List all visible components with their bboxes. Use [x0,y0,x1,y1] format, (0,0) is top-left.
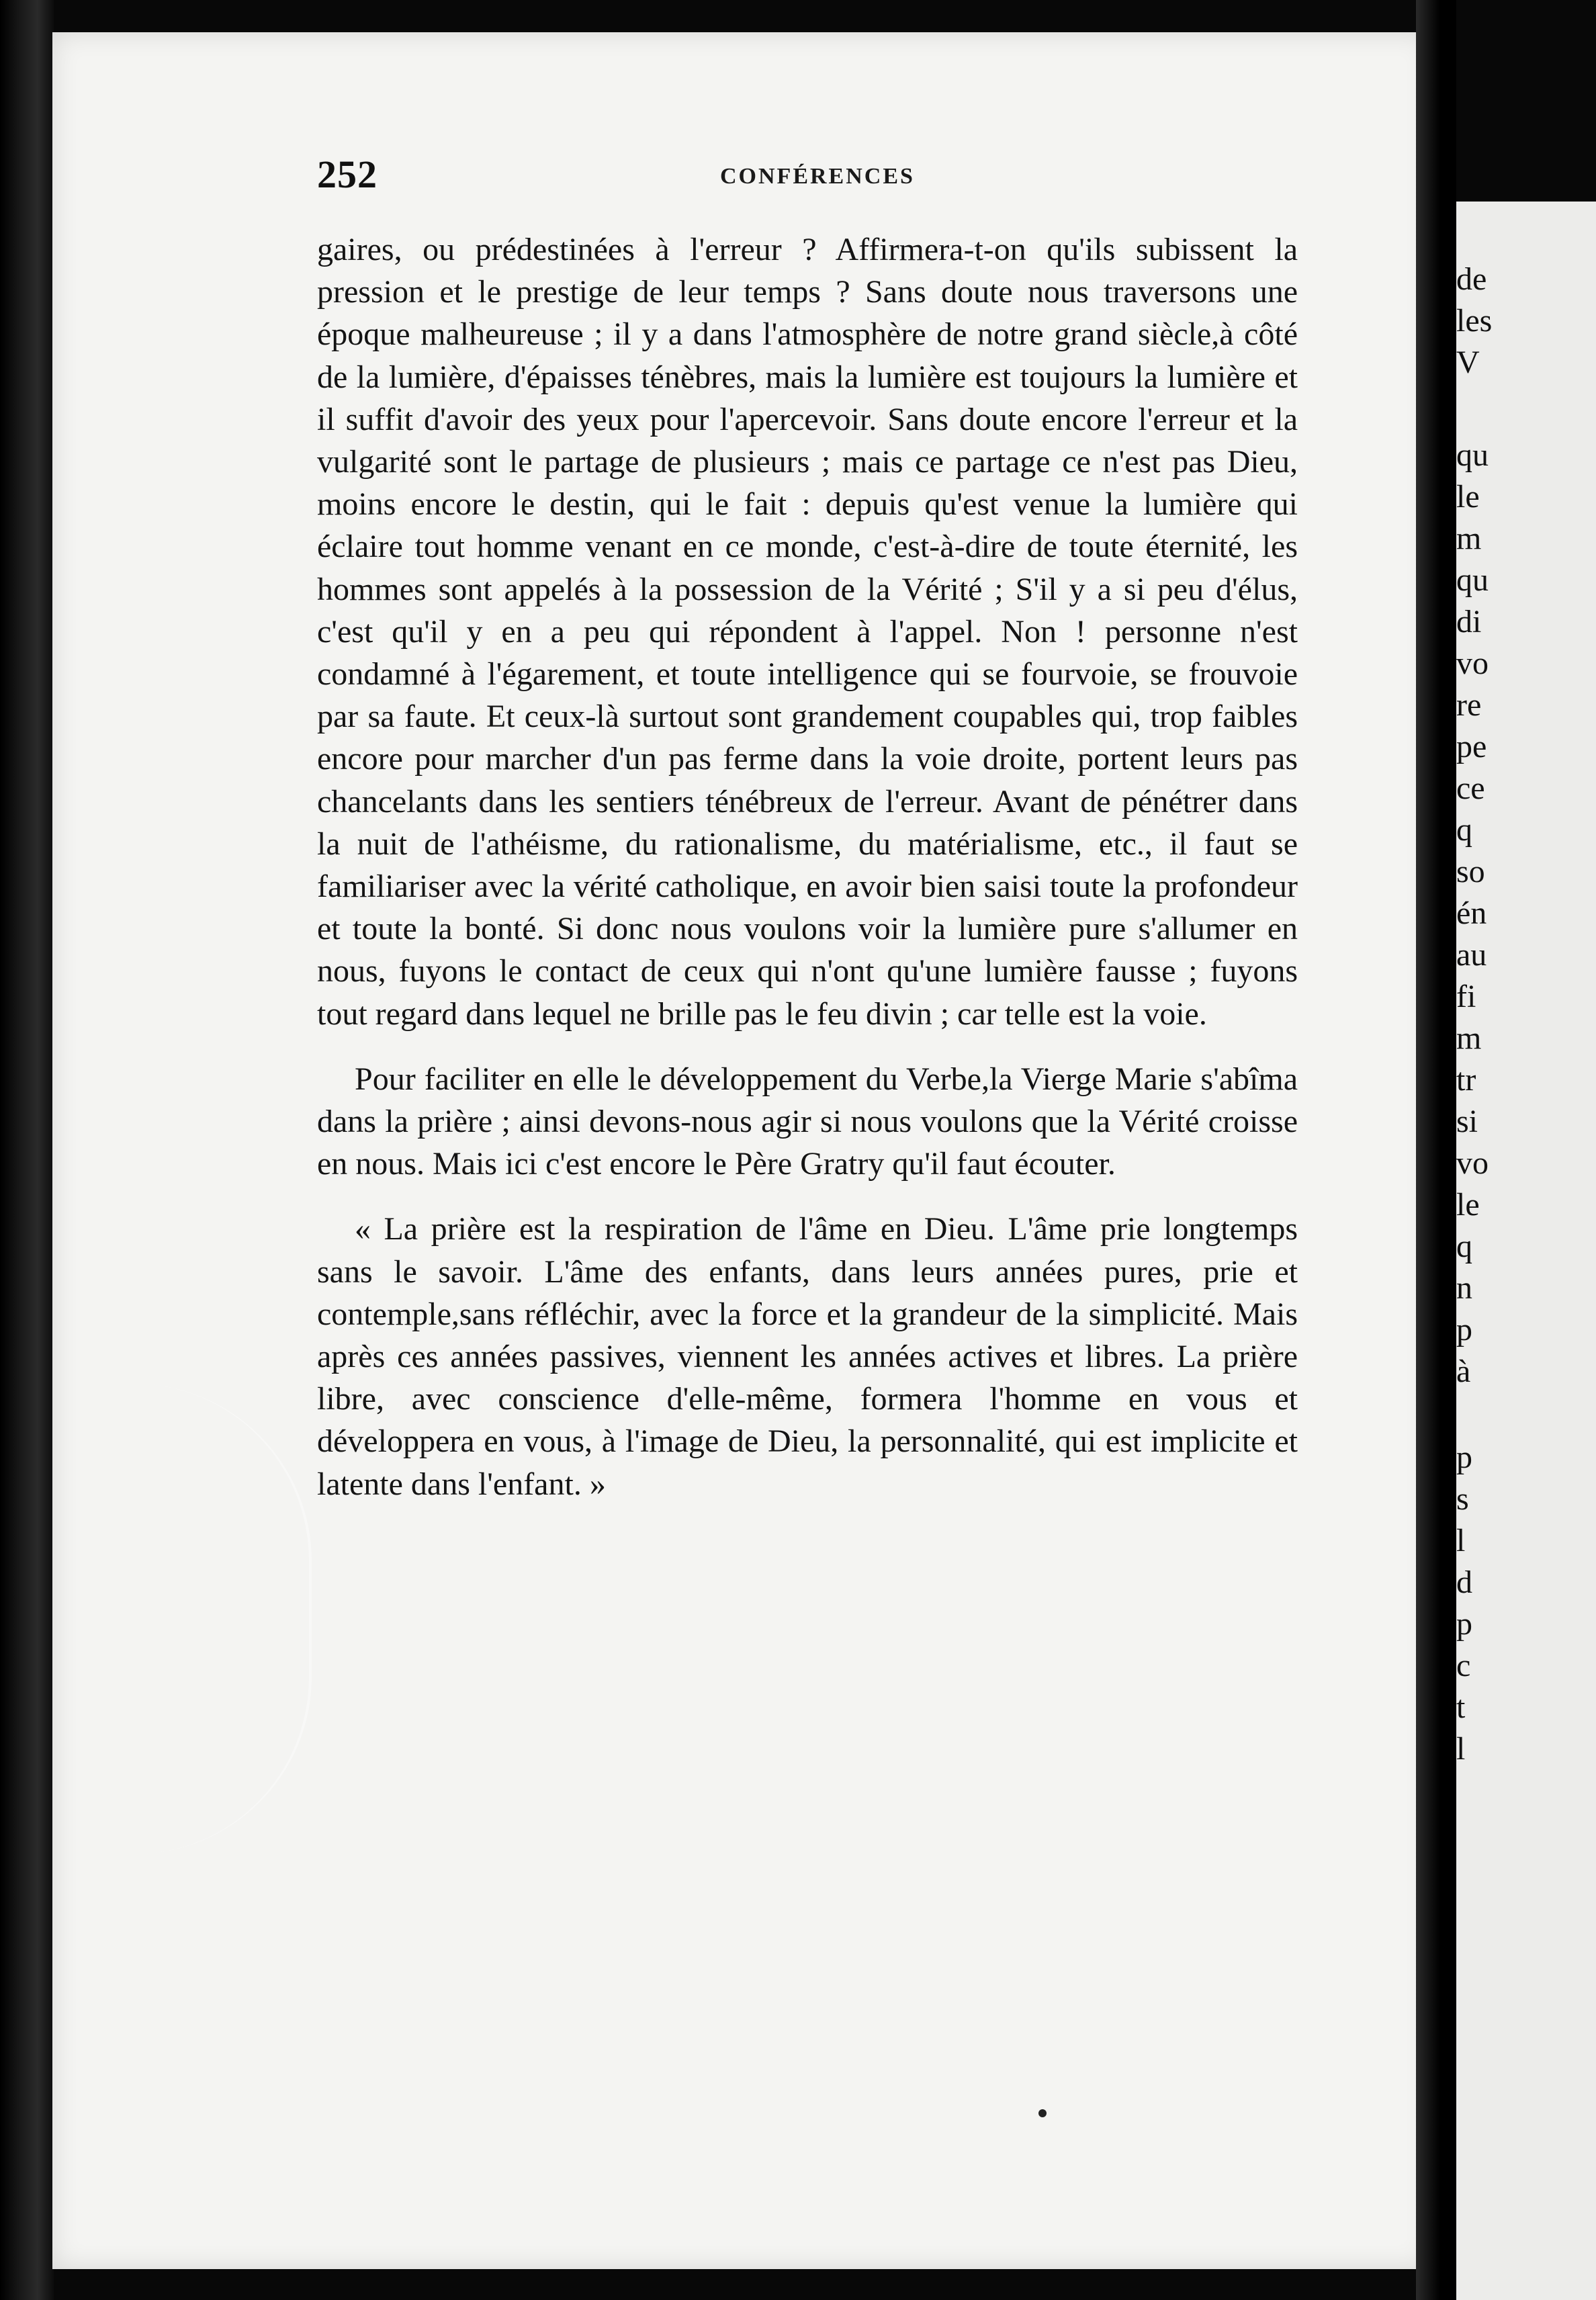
facing-fragment: t [1456,1689,1466,1725]
scan-left-edge [0,0,54,2300]
facing-fragment: au [1456,937,1487,973]
facing-fragment: m [1456,521,1482,556]
facing-fragment: q [1456,812,1472,848]
facing-fragment: si [1456,1104,1478,1139]
facing-fragment: n [1456,1270,1472,1306]
paragraph: Pour faciliter en elle le développement du Verbe,la Vierge Marie s'abîma dans la prière ; ainsi devons-nous agir si nous voulons que la Vérité croisse en nous. Mais ici c'est encore le Père Gratry qu'il faut écouter. [317,1061,1298,1182]
running-head [317,152,1482,199]
facing-fragment: q [1456,1229,1472,1264]
facing-fragment: les [1456,303,1493,339]
paragraph: gaires, ou prédestinées à l'erreur ? Affirmera-t-on qu'ils subissent la pression et le prestige de leur temps ? Sans doute nous traversons une époque malheureuse ; il y a dans l'atmosphère de notre grand siècle,à côté de la lumière, d'épaisses ténèbres, mais la lumière est toujours la lumière et il suffit d'avoir des yeux pour l'apercevoir. Sans doute encore l'erreur et la vulgarité sont le partage de plusieurs ; mais ce partage ce n'est pas Dieu, moins encore le destin, qui le fait : depuis qu'est venue la lumière qui éclaire tout homme venant en ce monde, c'est-à-dire de toute éternité, les hommes sont appelés à la possession de la Vérité ; S'il y a si peu d'élus, c'est qu'il y en a peu qui répondent à l'appel. Non ! personne n'est condamné à l'égarement, et toute intelligence qui se fourvoie, se frouvoie par sa faute. Et ceux-là surtout sont grandement coupables qui, trop faibles encore pour marcher d'un pas ferme dans la voie droite, portent leurs pas chancelants dans les sentiers ténébreux de l'erreur. Avant de pénétrer dans la nuit de l'athéisme, du rationalisme, du matérialisme, etc., il faut se familiariser avec la vérité catholique, en avoir bien saisi toute la profondeur et toute la bonté. Si donc nous voulons voir la lumière pure s'allumer en nous, fuyons le contact de ceux qui n'ont qu'une lumière fausse ; fuyons tout regard dans lequel ne brille pas le feu divin ; car telle est la voie. [317,232,1298,1032]
facing-fragment: vo [1456,646,1489,681]
book-gutter [1416,0,1456,2300]
facing-fragment: pe [1456,729,1487,764]
facing-fragment: de [1456,261,1487,297]
facing-fragment: le [1456,1187,1480,1223]
facing-fragment: vo [1456,1145,1489,1181]
facing-fragment: qu [1456,562,1489,598]
facing-fragment: qu [1456,437,1489,473]
facing-fragment: p [1456,1606,1472,1642]
facing-fragment: c [1456,1648,1471,1683]
facing-fragment: à [1456,1354,1471,1389]
facing-fragment: p [1456,1440,1472,1475]
facing-fragment: l [1456,1731,1466,1767]
page-number: 252 [317,152,378,196]
running-title: CONFÉRENCES [720,164,915,189]
facing-fragment: d [1456,1564,1472,1600]
quotation-paragraph: « La prière est la respiration de l'âme en Dieu. L'âme prie longtemps sans le savoir. L'âme des enfants, dans leurs années pures, prie et contemple,sans réfléchir, avec la force et la grandeur de la simplicité. Mais après ces années passives, viennent les années actives et libres. La prière libre, avec conscience d'elle-même, formera l'homme en vous et développera en vous, à l'image de Dieu, la personnalité, qui est implicite et latente dans l'enfant. » [317,1211,1298,1502]
facing-fragment: ce [1456,770,1485,806]
facing-page [1456,202,1596,2300]
ink-speck [1038,2109,1047,2117]
facing-fragment: fi [1456,979,1476,1014]
facing-fragment: s [1456,1481,1469,1517]
body-text [317,228,1298,1505]
facing-fragment: én [1456,895,1487,931]
facing-fragment: m [1456,1020,1482,1056]
facing-fragment: so [1456,854,1485,889]
facing-fragment: tr [1456,1062,1476,1098]
facing-fragment: l [1456,1523,1466,1558]
facing-fragment: le [1456,479,1480,515]
facing-fragment: di [1456,604,1482,639]
facing-fragment: p [1456,1312,1472,1347]
facing-fragment: re [1456,687,1482,723]
facing-fragment: V [1456,345,1480,380]
